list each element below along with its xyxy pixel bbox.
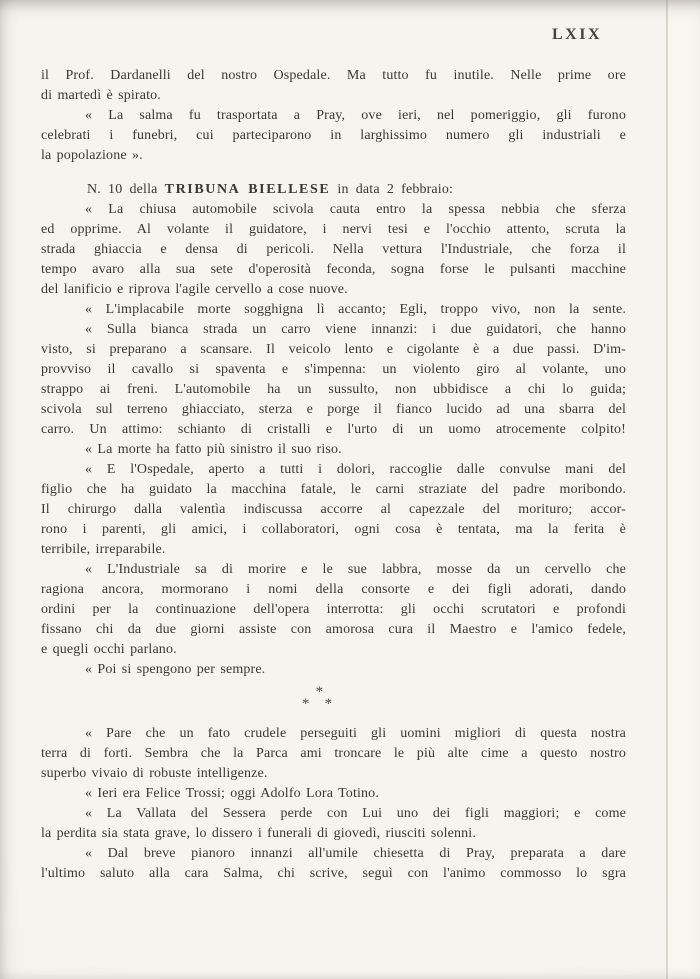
text-line: strappo ai freni. L'automobile ha un sussulto, non ubbidisce a chi lo guida; xyxy=(41,382,626,397)
paragraph xyxy=(41,660,626,680)
text-line: terra di forti. Sembra che la Parca ami troncare le più alte cime a questo nostro xyxy=(41,746,626,761)
text-block xyxy=(41,66,626,884)
paragraph xyxy=(41,804,626,844)
asterism-separator-icon xyxy=(27,682,612,716)
text-line: « Poi si spengono per sempre. xyxy=(85,662,266,677)
text-line: « L'Industriale sa di morire e le sue labbra, mosse da un cervello che xyxy=(85,562,626,577)
page-number: LXIX xyxy=(552,26,603,43)
text-line: « La salma fu trasportata a Pray, ove ieri, nel pomeriggio, gli furono xyxy=(85,108,626,123)
text-line: scivola sul terreno ghiacciato, sterza e porge il fianco lucido ad una sbarra del xyxy=(41,402,626,417)
text-line: carro. Un attimo: schianto di cristalli e l'urto di un uomo atrocemente colpito! xyxy=(41,422,626,437)
text-line: e quegli occhi parlano. xyxy=(41,642,177,657)
text-line: il Prof. Dardanelli del nostro Ospedale. Ma tutto fu inutile. Nelle prime ore xyxy=(41,68,626,83)
text-line: tempo avaro alla sua sete d'operosità feconda, sogna forse le pulsanti macchine xyxy=(41,262,626,277)
text-line: strada ghiaccia e densa di pericoli. Nella vettura l'Industriale, che forza il xyxy=(41,242,626,257)
paragraph xyxy=(41,724,626,784)
paragraph xyxy=(41,844,626,884)
page-edge-strip xyxy=(668,0,700,979)
text-line: « La Vallata del Sessera perde con Lui uno dei figli maggiori; e come xyxy=(85,806,626,821)
text-line: la perdita sia stata grave, lo dissero i funerali di giovedì, riusciti solenni. xyxy=(41,826,476,841)
text-line: terribile, irreparabile. xyxy=(41,542,166,557)
text-line: Il chirurgo dalla valentìa indiscussa accorre al capezzale del morituro; accor- xyxy=(41,502,626,517)
text-line: l'ultimo saluto alla cara Salma, chi scrive, seguì con l'animo commosso lo sgra xyxy=(41,866,626,881)
heading-source-name: TRIBUNA BIELLESE xyxy=(164,182,331,197)
paragraph xyxy=(41,66,626,106)
paragraph xyxy=(41,106,626,166)
paragraph xyxy=(41,560,626,660)
text-line: « Sulla bianca strada un carro viene innanzi: i due guidatori, che hanno xyxy=(85,322,626,337)
text-line: ordini per la continuazione dell'opera interrotta: gli occhi scrutatori e profondi xyxy=(41,602,626,617)
paragraph xyxy=(41,784,626,804)
text-line: figlio che ha guidato la macchina fatale, le carni straziate del padre moribondo. xyxy=(41,482,626,497)
paragraph xyxy=(41,440,626,460)
text-line: rono i parenti, gli amici, i collaboratori, ogni cosa è tentata, ma la ferita è xyxy=(41,522,626,537)
paragraph xyxy=(41,300,626,320)
text-line: fissano chi da due giorni assiste con amorosa cura il Maestro e l'amico fedele, xyxy=(41,622,626,637)
section-heading xyxy=(41,180,626,200)
page-edge-line xyxy=(666,0,668,979)
text-line: provviso il cavallo si spaventa e s'impenna: un violento giro al volante, uno xyxy=(41,362,626,377)
text-line: la popolazione ». xyxy=(41,148,143,163)
heading-suffix: in data 2 febbraio: xyxy=(330,182,454,197)
text-line: ragiona ancora, mormorano i nomi della consorte e dei figli adorati, dando xyxy=(41,582,626,597)
text-line: « Dal breve pianoro innanzi all'umile chiesetta di Pray, preparata a dare xyxy=(85,846,626,861)
text-line: superbo vivaio di robuste intelligenze. xyxy=(41,766,268,781)
heading-prefix: N. 10 della xyxy=(87,182,165,197)
text-line: di martedì è spirato. xyxy=(41,88,161,103)
text-line: « L'implacabile morte sogghigna lì accanto; Egli, troppo vivo, non la sente. xyxy=(85,302,626,317)
asterisk-top: * xyxy=(315,684,324,700)
asterisk-bottom: * * xyxy=(301,696,338,712)
text-line: « Pare che un fato crudele perseguiti gli uomini migliori di questa nostra xyxy=(85,726,626,741)
text-line: celebrati i funebri, cui parteciparono in larghissimo numero gli industriali e xyxy=(41,128,626,143)
text-line: « Ieri era Felice Trossi; oggi Adolfo Lora Totino. xyxy=(85,786,379,801)
paragraph xyxy=(41,320,626,440)
paragraph xyxy=(41,460,626,560)
text-line: « E l'Ospedale, aperto a tutti i dolori, raccoglie dalle convulse mani del xyxy=(85,462,626,477)
text-line: del lanificio e riprova l'agile cervello a cose nuove. xyxy=(41,282,348,297)
text-line: « La chiusa automobile scivola cauta entro la spessa nebbia che sferza xyxy=(85,202,626,217)
text-line: visto, si preparano a scansare. Il veicolo lento e cigolante è a due passi. D'im- xyxy=(41,342,626,357)
text-line: « La morte ha fatto più sinistro il suo riso. xyxy=(85,442,342,457)
paragraph xyxy=(41,200,626,300)
text-line: ed opprime. Al volante il guidatore, i nervi tesi e l'occhio attento, scruta la xyxy=(41,222,626,237)
